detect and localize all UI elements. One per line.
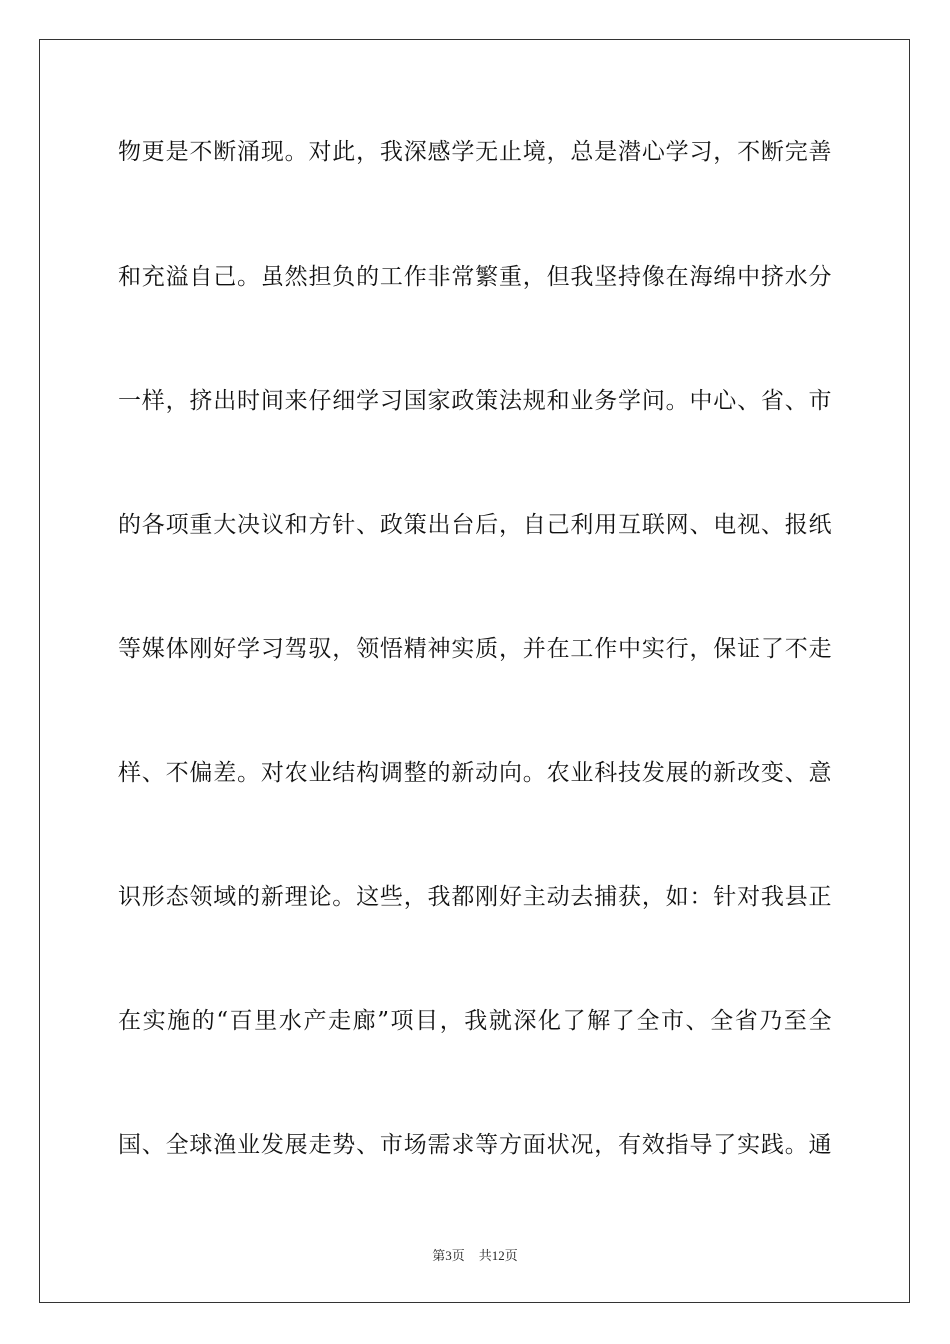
text-line: 在实施的“百里水产走廊”项目，我就深化了解了全市、全省乃至全 [118, 1008, 832, 1034]
text-line: 和充溢自己。虽然担负的工作非常繁重，但我坚持像在海绵中挤水分 [118, 264, 832, 290]
total-pages: 共12页 [478, 1248, 518, 1263]
text-line: 等媒体刚好学习驾驭，领悟精神实质，并在工作中实行，保证了不走 [118, 636, 832, 662]
page-border [39, 39, 910, 1303]
text-line: 的各项重大决议和方针、政策出台后，自己利用互联网、电视、报纸 [118, 512, 832, 538]
text-line: 样、不偏差。对农业结构调整的新动向。农业科技发展的新改变、意 [118, 760, 832, 786]
page-number: 第3页 [432, 1248, 465, 1263]
text-line: 国、全球渔业发展走势、市场需求等方面状况，有效指导了实践。通 [118, 1132, 832, 1158]
text-line: 物更是不断涌现。对此，我深感学无止境，总是潜心学习，不断完善 [118, 139, 832, 165]
text-line: 一样，挤出时间来仔细学习国家政策法规和业务学问。中心、省、市 [118, 388, 832, 414]
page-footer [0, 1246, 950, 1266]
text-line: 识形态领域的新理论。这些，我都刚好主动去捕获，如：针对我县正 [118, 884, 832, 910]
